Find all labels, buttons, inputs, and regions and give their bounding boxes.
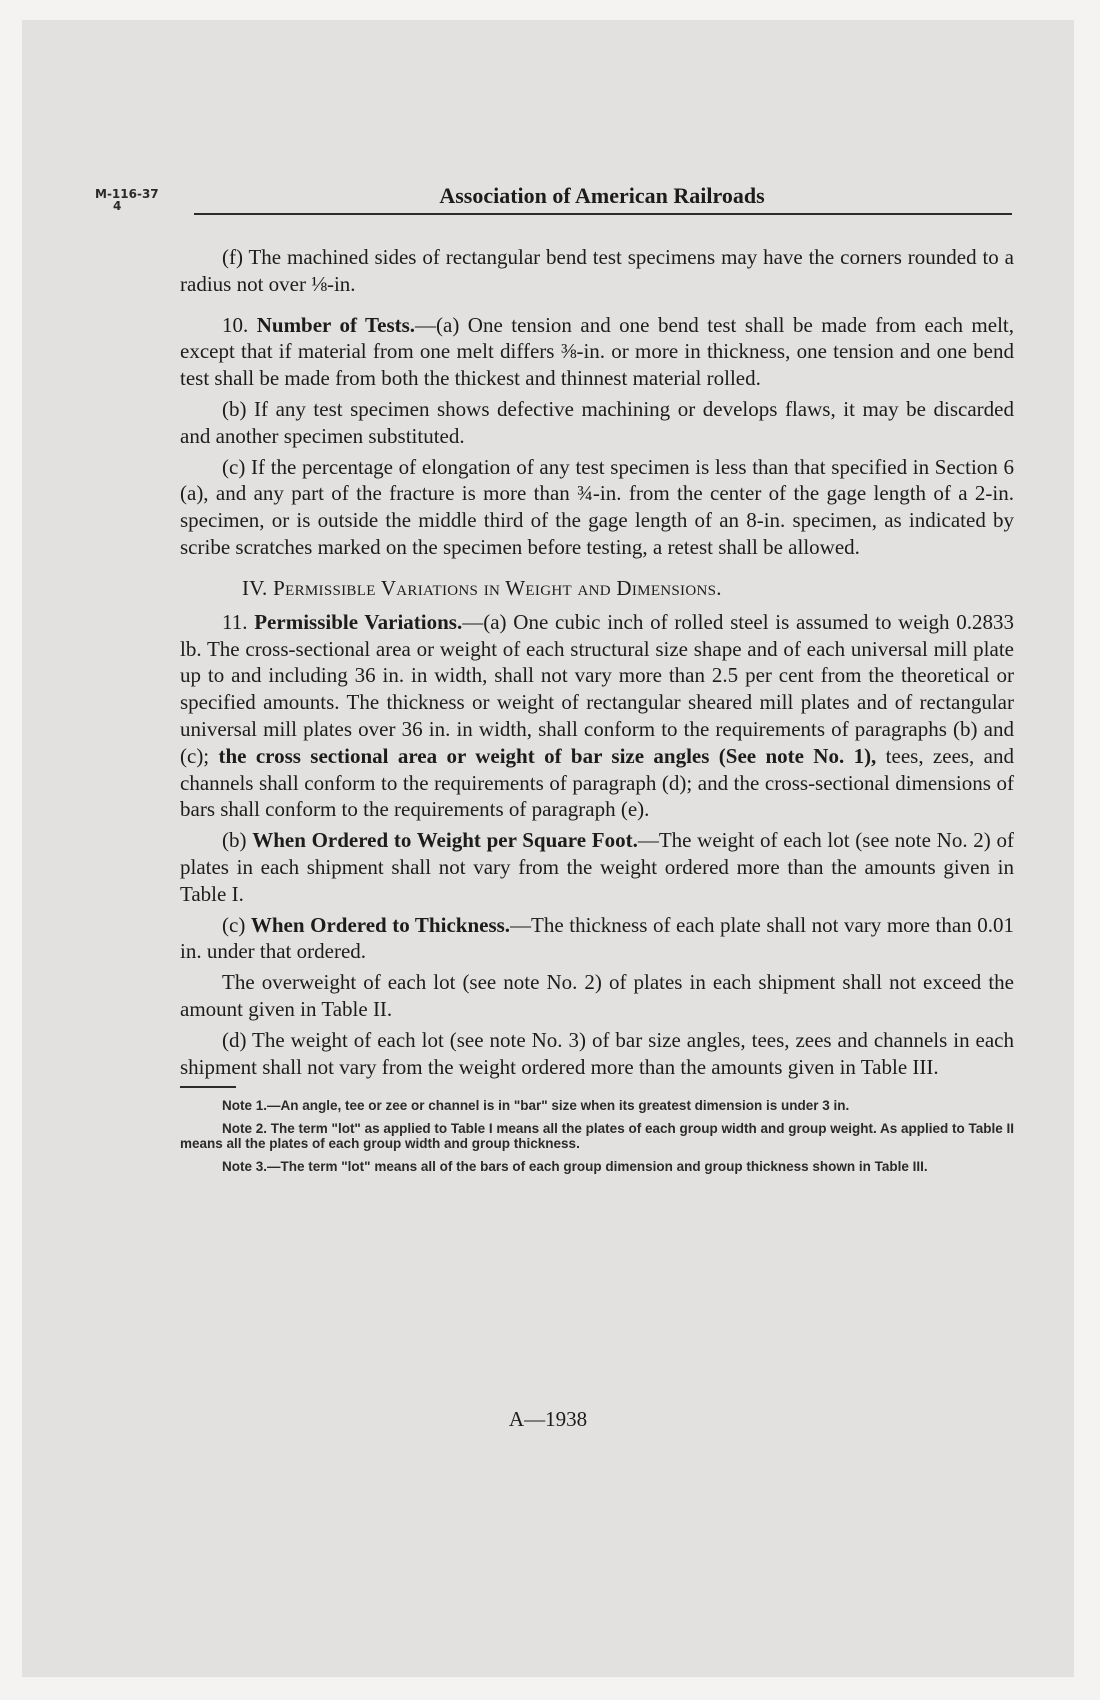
page-number: 4: [113, 199, 122, 213]
document-page: [22, 20, 1074, 1677]
page-title: Association of American Railroads: [439, 183, 765, 208]
header-rule: [194, 213, 1012, 215]
footnote-label: Note 1.: [222, 1098, 268, 1114]
item-label: (b): [222, 828, 253, 853]
running-header: [22, 178, 1074, 218]
paragraph-11c: [180, 912, 1014, 966]
paragraph-11d: (d) The weight of each lot (see note No. 3) of bar size angles, tees, zees and channels in each shipment shall not vary from the weight ordered more than the amounts given in Table III.: [180, 1027, 1014, 1079]
item-label: (c): [222, 912, 251, 937]
footnote-1: [180, 1098, 1014, 1113]
folio: A—1938: [508, 1407, 588, 1431]
paragraph-9f: (f) The machined sides of rectangular bend test specimens may have the corners rounded to a radius not over ⅛-in.: [180, 245, 1014, 296]
paragraph-text: —(a) One tension and one bend test shall be made from each melt, except that if material from one melt differs ⅜-in. or more in thickness, one tension and one bend test shall be made from both the thickest and thinnest material rolled.: [180, 312, 1014, 391]
footnote-text: —An angle, tee or zee or channel is in "bar" size when its greatest dimension is under 3 in.: [267, 1098, 850, 1114]
section-number: 10.: [222, 312, 249, 337]
paragraph-10a: [180, 312, 1014, 392]
footnote-label: Note 3.: [222, 1159, 268, 1175]
paragraph-text: —The thickness of each plate shall not vary more than 0.01 in. under that ordered.: [180, 912, 1015, 964]
footnote-rule: [180, 1086, 236, 1088]
paragraph-11c-overweight: The overweight of each lot (see note No. 2) of plates in each shipment shall not exceed the amount given in Table II.: [180, 970, 1014, 1021]
paragraph-11b: [180, 827, 1014, 907]
section-heading: Number of Tests.: [256, 312, 416, 337]
paragraph-text: —(a) One cubic inch of rolled steel is assumed to weigh 0.2833 lb. The cross-sectional area or weight of each structural size shape and of each universal mill plate up to and including 36 in. in width, shall not vary more than 2.5 per cent from the theoretical or specified amounts. The thickness or weight of rectangular sheared mill plates and of rectangular universal mill plates over 36 in. in width, shall conform to the requirements of paragraphs (b) and (c);: [180, 609, 1014, 768]
part-numeral: IV.: [242, 575, 268, 600]
item-heading: When Ordered to Weight per Square Foot.: [252, 828, 638, 853]
part-heading: [180, 575, 1014, 601]
paragraph-10c: (c) If the percentage of elongation of any test specimen is less than that specified in Section 6 (a), and any part of the fracture is more than ¾-in. from the center of the gage length of a 2-in. specimen, or is outside the middle third of the gage length of an 8-in. specimen, as indicated by scribe scratches marked on the specimen before testing, a retest shall be allowed.: [180, 454, 1014, 559]
part-title: Permissible Variations in Weight and Dimensions.: [273, 575, 722, 600]
footnote-label: Note 2.: [222, 1121, 268, 1137]
paragraph-11a: [180, 609, 1014, 823]
section-number: 11.: [222, 609, 248, 634]
footnote-text: The term "lot" as applied to Table I means all the plates of each group width and group weight. As applied to Table II means all the plates of each group width and group thickness.: [180, 1121, 1014, 1152]
section-heading: Permissible Variations.: [254, 609, 463, 634]
body-text: [180, 244, 1014, 1182]
paragraph-text-cont: tees, zees, and channels shall conform to the requirements of paragraph (d); and the cross-sectional dimensions of bars shall conform to the requirements of paragraph (e).: [180, 743, 1014, 822]
document-id: M-116-37: [95, 187, 159, 201]
footnote-3: [180, 1159, 1014, 1174]
item-heading: When Ordered to Thickness.: [250, 912, 511, 937]
document-id-block: [95, 188, 159, 212]
footnote-text: —The term "lot" means all of the bars of each group dimension and group thickness shown in Table III.: [267, 1159, 928, 1175]
paragraph-bold-text: the cross sectional area or weight of bar size angles (See note No. 1),: [218, 743, 877, 768]
paragraph-text: —The weight of each lot (see note No. 2) of plates in each shipment shall not vary from the weight ordered more than the amounts given in Table I.: [180, 828, 1014, 906]
footnote-2: [180, 1121, 1014, 1151]
paragraph-10b: (b) If any test specimen shows defective machining or develops flaws, it may be discarded and another specimen substituted.: [180, 396, 1014, 448]
